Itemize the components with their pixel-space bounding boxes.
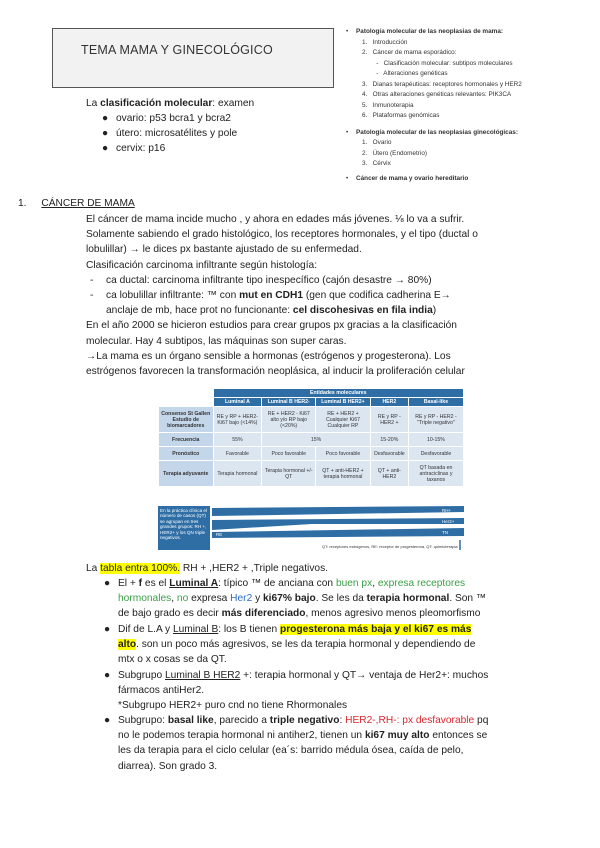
text: La — [86, 563, 101, 574]
bold-text: f — [138, 578, 143, 589]
table-cell: Poco favorable — [262, 447, 316, 461]
band-tn — [212, 528, 464, 538]
paragraph-line: El cáncer de mama incide mucho , y ahora en edades más jóvenes. ⅛ lo va a sufrir. — [86, 214, 465, 225]
section-title: CÁNCER DE MAMA — [41, 198, 135, 209]
band-rh — [212, 506, 464, 516]
toc-item: 3. Cérvix — [362, 160, 391, 167]
text: RH + ,HER2 + ,Triple negativos. — [180, 563, 328, 574]
table-cell: RE + HER2 + Cualquier Ki67 Cualquier RP — [316, 407, 371, 433]
paragraph-line: molecular. Hay 4 subtipos, las máquinas son super caras. — [86, 335, 347, 347]
text: y — [252, 593, 264, 605]
title-box — [52, 28, 334, 88]
molecular-entities-figure — [158, 388, 464, 554]
toc-heading-text: Patología molecular de las neoplasias de mama: — [356, 28, 504, 35]
corner-cell — [159, 398, 214, 407]
table-cell: QT basada en antraciclinas y taxanos — [408, 461, 463, 487]
classification-item: ● cervix: p16 — [102, 143, 166, 154]
toc-item: 2. Útero (Endometrio) — [362, 149, 427, 157]
row-header: Consenso St Gallen Estudio de biomarcadores — [159, 407, 214, 433]
dash-item: - ca lobulillar infiltrante: ™ con mut en CDH1 (gen que codifica cadherina E→ — [90, 290, 451, 302]
text: les da terapia para el ciclo celular (ea´s: barrido médula ósea, caída de pelo, — [118, 745, 464, 757]
text: El + — [118, 578, 139, 589]
toc-heading: • Patología molecular de las neoplasias de mama: — [346, 28, 504, 35]
text: no le podemos terapia hormonal ni antiher2, tienen un — [118, 730, 365, 742]
dash-text: ca ductal: carcinoma infiltrante tipo inespecífico (cajón desastre → 80%) — [106, 274, 432, 286]
text: Subgrupo: — [118, 715, 168, 726]
band-label: Her2+ — [442, 519, 455, 524]
bullet-basal-like: ● Subgrupo: basal like, parecido a triple negativo: HER2-,RH-: px desfavorable pq no le podemos terapia hormonal ni antiher2, tienen un ki67 muy alto entonces se les da terapia para el ciclo celular (ea´s: barrido médula ósea, caída de pelo, diarrea). Son grado 3. — [104, 713, 488, 774]
text: , — [372, 578, 378, 589]
highlight-text: tabla entra 100%. — [100, 563, 181, 574]
green-text: no — [176, 593, 189, 605]
bold-text: mut en CDH1 — [239, 290, 304, 302]
dash-item-cont — [86, 303, 478, 318]
item-text: útero: microsatélites y pole — [116, 128, 238, 139]
text: de bajo grado es decir — [118, 608, 222, 620]
toc-heading-text: Cáncer de mama y ovario hereditario — [356, 174, 469, 182]
text: +: terapia hormonal y QT→ ventaja de Her2+: muchos — [240, 670, 489, 681]
bold-text: cel discohesivas en fila india — [292, 305, 433, 317]
text: : los B tienen — [218, 624, 280, 635]
table-cell: Favorable — [213, 447, 262, 461]
bold-text: ki67% bajo — [263, 593, 316, 605]
page-title: TEMA MAMA Y GINECOLÓGICO — [81, 43, 273, 57]
highlight-text: progesterona más baja y el ki67 es más — [279, 624, 472, 635]
text: . Son ™ — [449, 593, 487, 605]
text: Dif de L.A y — [118, 624, 173, 635]
text: mtx o x cosas se da QT. — [118, 654, 227, 666]
table-cell: Desfavorable — [408, 447, 463, 461]
side-note: En la práctica clínica el número de casos (QT) se agrupan en tres grandes grupos: RH +, HER2+ y los QN triple negativos. — [158, 506, 210, 550]
text: *Subgrupo HER2+ puro cnd no tiene Rhormonales — [118, 700, 348, 712]
classification-item: ● ovario: p53 bcra1 y bcra2 — [102, 113, 231, 124]
bold-text: Luminal A — [169, 578, 219, 589]
toc — [346, 27, 522, 184]
bullet-luminal-b-her2: ● Subgrupo Luminal B HER2 +: terapia hormonal y QT→ ventaja de Her2+: muchos fármacos antiHer2. *Subgrupo HER2+ puro cnd no tiene Rhormonales — [104, 668, 488, 714]
band-label: RE — [216, 532, 223, 537]
green-text: expresa receptores — [377, 578, 466, 589]
figure-footer: QT: receptores estrógenos, RE: receptor de progesterona, QT: quimioterapia — [322, 544, 458, 549]
text: : examen — [212, 98, 255, 109]
table-cell: RE y RP - HER2 - "Triple negativo" — [408, 407, 463, 433]
green-text: hormonales — [118, 593, 172, 605]
text: ) — [432, 305, 437, 317]
table-cell: Desfavorable — [370, 447, 408, 461]
toc-item: 1. Introducción — [362, 38, 408, 46]
text: (gen que codifica cadherina E→ — [303, 290, 451, 302]
table-cell: Terapia hormonal — [213, 461, 262, 487]
classification-line — [86, 96, 254, 111]
table-cell: RE y RP + HER2- Ki67 bajo (<14%) — [213, 407, 262, 433]
table-super-header: Entidades moleculares — [213, 389, 464, 398]
toc-item: - Clasificación molecular: subtipos moleculares — [362, 59, 513, 67]
underline-text: Luminal B — [172, 624, 219, 635]
toc-item: 3. Dianas terapéuticas: receptores hormonales y HER2 — [362, 80, 522, 88]
section-body — [86, 212, 478, 379]
text: , menos agresivo menos pleomorfismo — [305, 608, 481, 620]
molecular-table — [158, 388, 464, 487]
paragraph-line: lobulillar) → le dices px bastante ajustado de su enfermedad. — [86, 244, 362, 256]
table-cell: RE + HER2 - Ki67 alto y/o RP bajo (<20%) — [262, 407, 316, 433]
text: fármacos antiHer2. — [118, 685, 205, 697]
text: . Se les da — [315, 593, 367, 605]
bands-graphic — [212, 504, 464, 554]
bold-text: triple negativo — [269, 715, 340, 726]
blue-text: Her2 — [230, 593, 253, 605]
text: , parecido a — [213, 715, 270, 726]
text: . son un poco más agresivos, se les da terapia hormonal y dependiendo de — [136, 639, 476, 651]
toc-item: - Alteraciones genéticas — [362, 70, 448, 77]
classification-item: ● útero: microsatélites y pole — [102, 128, 238, 139]
text: pq — [474, 715, 489, 726]
bold-text: clasificación molecular — [100, 98, 213, 109]
green-text: buen px — [335, 578, 373, 589]
table-cell: 15% — [262, 433, 370, 447]
text: es el — [142, 578, 170, 589]
bullet-luminal-a: ● El + f es el Luminal A: típico ™ de anciana con buen px, expresa receptores hormonales, no expresa Her2 y ki67% bajo. Se les da terapia hormonal. Son ™ de bajo grado es decir más diferenciado, menos agresivo menos pleomorfismo — [104, 578, 487, 620]
table-cell: QT + anti-HER2 + terapia hormonal — [316, 461, 371, 487]
table-summary — [86, 561, 328, 576]
table-cell: Terapia hormonal +/- QT — [262, 461, 316, 487]
table-cell: 10-15% — [408, 433, 463, 447]
dash-item: - ca ductal: carcinoma infiltrante tipo inespecífico (cajón desastre → 80%) — [90, 274, 432, 286]
text: expresa — [188, 593, 231, 605]
text: , — [171, 593, 177, 605]
band-her2 — [212, 518, 464, 530]
toc-heading: • Cáncer de mama y ovario hereditario — [346, 174, 469, 182]
bold-text: ki67 muy alto — [364, 730, 430, 742]
text: diarrea). Son grado 3. — [118, 760, 218, 772]
underline-text: Luminal B HER2 — [165, 670, 241, 681]
bold-text: terapia hormonal — [366, 593, 450, 605]
red-text: HER2-,RH-: px desfavorable — [345, 715, 475, 726]
row-header: Pronóstico — [159, 447, 214, 461]
paragraph-line: →La mama es un órgano sensible a hormonas (estrógenos y progesterona). Los — [86, 350, 451, 362]
corner-cell — [159, 389, 214, 398]
band-label: TN — [442, 530, 448, 535]
paragraph-line: estrógenos favorecen la transformación neoplásica, al inducir la proliferación celular — [86, 366, 465, 378]
text: : típico ™ de anciana con — [218, 578, 336, 589]
toc-item: 5. Inmunoterapia — [362, 101, 414, 109]
column-header: Luminal B HER2- — [262, 398, 316, 407]
toc-item: 4. Otras alteraciones genéticas relevantes: PIK3CA — [362, 91, 512, 98]
text: ca lobulillar infiltrante: ™ con — [106, 290, 240, 302]
toc-heading-text: Patología molecular de las neoplasias ginecológicas: — [356, 128, 518, 136]
text: entonces se — [429, 730, 488, 742]
table-cell: QT + anti-HER2 — [370, 461, 408, 487]
bold-text: más diferenciado — [221, 608, 306, 620]
text: La — [86, 98, 101, 109]
bullet-luminal-b: ● Dif de L.A y Luminal B: los B tienen progesterona más baja y el ki67 es más alto. son un poco más agresivos, se les da terapia hormonal y dependiendo de mtx o x cosas se da QT. — [104, 622, 475, 668]
toc-heading: • Patología molecular de las neoplasias ginecológicas: — [346, 128, 518, 136]
toc-item: 2. Cáncer de mama esporádico: — [362, 49, 457, 56]
section-number: 1. — [18, 198, 27, 209]
item-text: cervix: p16 — [116, 143, 166, 154]
row-header: Frecuencia — [159, 433, 214, 447]
row-header: Terapia adyuvante — [159, 461, 214, 487]
paragraph-line: En el año 2000 se hicieron estudios para crear grupos px gracias a la clasificación — [86, 320, 457, 332]
column-header: Basal-like — [408, 398, 463, 407]
column-header: Luminal B HER2+ — [316, 398, 371, 407]
column-header: Luminal A — [213, 398, 262, 407]
table-cell: RE y RP - HER2 + — [370, 407, 408, 433]
paragraph-line: Solamente sabiendo el grado histológico, los receptores hormonales, y el tipo (ductal o — [86, 229, 478, 241]
band-label: RH+ — [442, 508, 452, 513]
table-cell: Poco favorable — [316, 447, 371, 461]
bold-text: basal like — [167, 715, 214, 726]
toc-item: 1. Ovario — [362, 139, 392, 146]
paragraph-line: Clasificación carcinoma infiltrante según histología: — [86, 259, 318, 271]
text: Subgrupo — [118, 670, 166, 681]
highlight-text: alto — [118, 639, 137, 651]
column-header: HER2 — [370, 398, 408, 407]
item-text: ovario: p53 bcra1 y bcra2 — [116, 113, 231, 124]
table-cell: 55% — [213, 433, 262, 447]
text: : — [339, 715, 346, 726]
section-heading — [18, 196, 135, 211]
text: anclaje de mb, hace prot no funcionante: — [106, 305, 293, 317]
toc-item: 6. Plataformas genómicas — [362, 112, 440, 119]
table-cell: 15-20% — [370, 433, 408, 447]
